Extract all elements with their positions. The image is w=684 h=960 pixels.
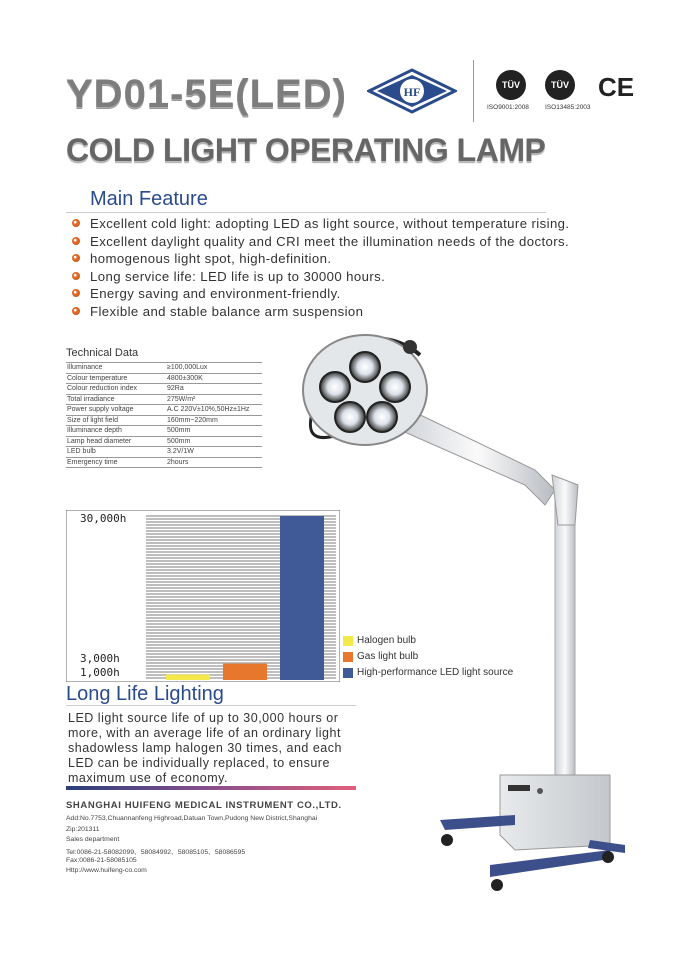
- table-row: [66, 447, 262, 458]
- spec-name: Lamp head diameter: [66, 436, 166, 447]
- long-life-text: LED light source life of up to 30,000 hours or more, with an average life of an ordinary light shadowless lamp halogen 30 times, and each LED can be individually replaced, to ensure maximum use of economy.: [68, 711, 342, 785]
- feature-item: Flexible and stable balance arm suspension: [70, 303, 569, 321]
- table-row: [66, 394, 262, 405]
- company-name: SHANGHAI HUIFENG MEDICAL INSTRUMENT CO.,LTD.: [66, 800, 342, 811]
- company-website: Http://www.huifeng-co.com: [66, 867, 147, 874]
- feature-list: [70, 215, 569, 321]
- y-tick-label: 30,000h: [80, 512, 127, 525]
- spec-name: Colour reduction index: [66, 384, 166, 395]
- product-title: COLD LIGHT OPERATING LAMP: [66, 132, 546, 168]
- spec-value: 275W/m²: [166, 394, 262, 405]
- spec-value: 3.2V/1W: [166, 447, 262, 458]
- table-row: [66, 373, 262, 384]
- table-row: [66, 436, 262, 447]
- feature-item: Excellent cold light: adopting LED as light source, without temperature rising.: [70, 215, 569, 233]
- table-row: [66, 384, 262, 395]
- table-row: [66, 457, 262, 468]
- company-zip: Zip:201311: [66, 826, 100, 833]
- table-row: [66, 415, 262, 426]
- spec-name: LED bulb: [66, 447, 166, 458]
- table-row: [66, 363, 262, 374]
- company-tel: Tel:0086-21-58082099、58084992、58085105、58086595: [66, 849, 246, 856]
- bar-1: [166, 675, 210, 680]
- model-title: YD01-5E(LED): [66, 72, 347, 116]
- tuv-cert-icon: TÜV: [496, 70, 526, 100]
- feature-item: Excellent daylight quality and CRI meet the illumination needs of the doctors.: [70, 233, 569, 251]
- feature-item: homogenous light spot, high-definition.: [70, 250, 569, 268]
- legend-label: High-performance LED light source: [357, 667, 514, 678]
- y-tick-label: 1,000h: [80, 666, 120, 679]
- bar-2: [223, 664, 267, 680]
- spec-name: Colour temperature: [66, 373, 166, 384]
- spec-value: 500mm: [166, 426, 262, 437]
- feature-divider: [66, 212, 546, 213]
- ce-mark: CE: [598, 72, 635, 102]
- spec-name: Size of light field: [66, 415, 166, 426]
- tech-heading: Technical Data: [66, 347, 139, 359]
- iso-label: ISO9001:2008: [487, 104, 529, 111]
- spec-value: 160mm~220mm: [166, 415, 262, 426]
- spec-name: Total irradiance: [66, 394, 166, 405]
- spec-name: Emergency time: [66, 457, 166, 468]
- spec-name: Power supply voltage: [66, 405, 166, 416]
- spec-name: Illuminance depth: [66, 426, 166, 437]
- company-logo: [367, 66, 457, 116]
- feature-heading: Main Feature: [90, 188, 208, 210]
- y-tick-label: 3,000h: [80, 652, 120, 665]
- legend-label: Halogen bulb: [357, 635, 416, 646]
- spec-value: 4800±300K: [166, 373, 262, 384]
- tech-table: [66, 362, 262, 468]
- feature-item: Long service life: LED life is up to 30000 hours.: [70, 268, 569, 286]
- spec-value: A.C 220V±10%,50Hz±1Hz: [166, 405, 262, 416]
- svg-text:HF: HF: [403, 85, 421, 99]
- feature-item: Energy saving and environment-friendly.: [70, 285, 569, 303]
- spec-value: 500mm: [166, 436, 262, 447]
- table-row: [66, 426, 262, 437]
- header-divider: [473, 60, 474, 122]
- spec-name: Illuminance: [66, 363, 166, 374]
- spec-value: 2hours: [166, 457, 262, 468]
- legend-label: Gas light bulb: [357, 651, 419, 662]
- spec-value: ≥100,000Lux: [166, 363, 262, 374]
- table-row: [66, 405, 262, 416]
- operating-lamp-image: [290, 325, 630, 895]
- company-address: Add:No.7753,Chuannanfeng Highroad,Datuan Town,Pudong New District,Shanghai: [66, 815, 318, 822]
- spec-value: 92Ra: [166, 384, 262, 395]
- company-dept: Sales department: [66, 836, 120, 843]
- company-fax: Fax:0086-21-58085105: [66, 857, 137, 864]
- long-life-heading: Long Life Lighting: [66, 683, 224, 705]
- iso-label: ISO13485:2003: [545, 104, 591, 111]
- tuv-cert-icon: TÜV: [545, 70, 575, 100]
